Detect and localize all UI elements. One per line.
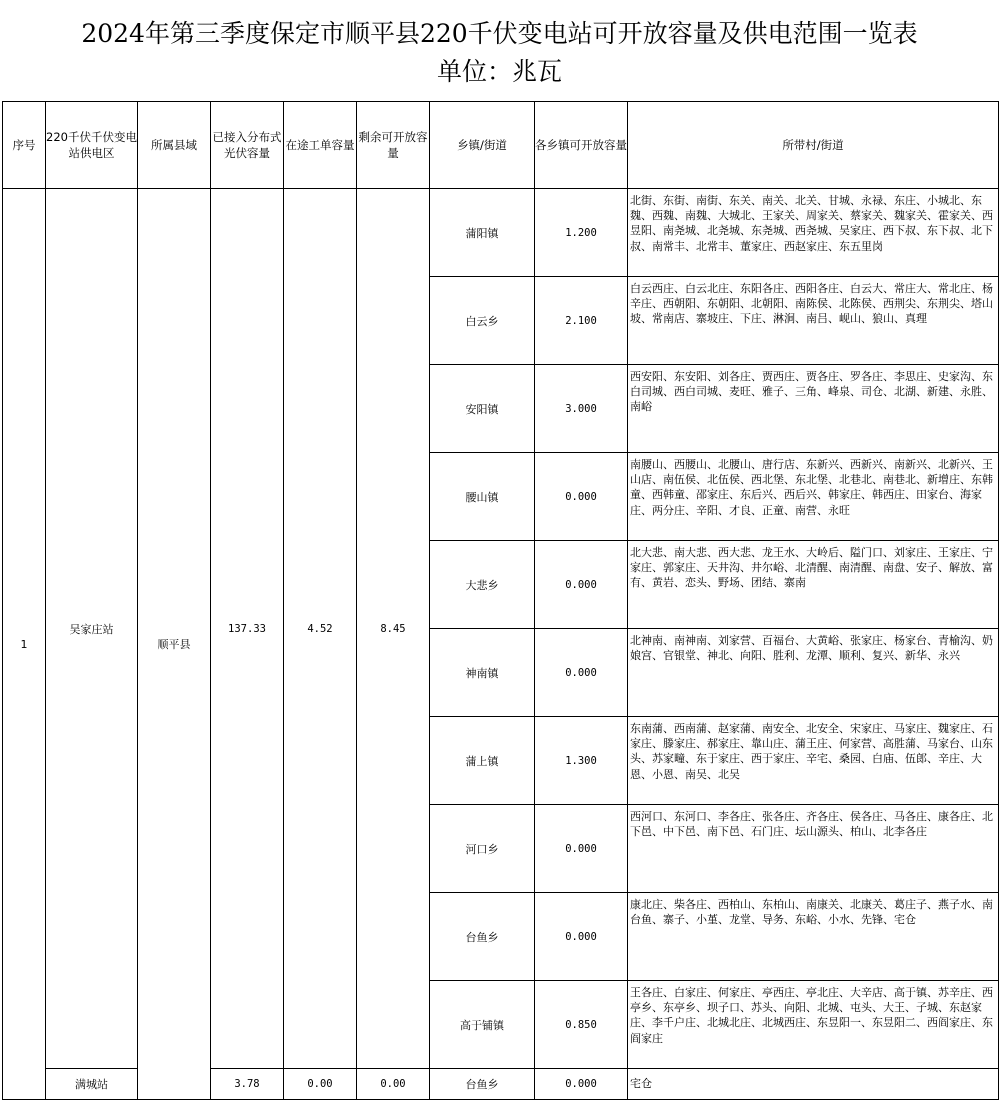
town-cell: 河口乡 <box>430 805 535 893</box>
header-town: 乡镇/街道 <box>430 102 535 189</box>
header-station: 220千伏千伏变电站供电区 <box>46 102 138 189</box>
town-cell: 高于铺镇 <box>430 981 535 1069</box>
header-pv: 已接入分布式光伏容量 <box>211 102 284 189</box>
villages-cell: 南腰山、西腰山、北腰山、唐行店、东新兴、西新兴、南新兴、北新兴、王山店、南伍侯、北伍侯、西北堡、东北堡、北巷北、南巷北、新增庄、东韩童、西韩童、邵家庄、东后兴、西后兴、韩家庄、韩西庄、田家台、海家庄、两分庄、辛阳、才良、正童、南营、永旺 <box>628 453 999 541</box>
header-town-capacity: 各乡镇可开放容量 <box>535 102 628 189</box>
header-remaining: 剩余可开放容量 <box>357 102 430 189</box>
header-pending: 在途工单容量 <box>284 102 357 189</box>
remaining-capacity-cell: 0.00 <box>357 1069 430 1100</box>
villages-cell: 北街、东街、南街、东关、南关、北关、甘城、永禄、东庄、小城北、东魏、西魏、南魏、大城北、王家关、周家关、蔡家关、魏家关、霍家关、西昱阳、南尧城、北尧城、东尧城、西尧城、吴家庄、西下叔、东下叔、北下叔、南常丰、北常丰、董家庄、西赵家庄、东五里岗 <box>628 189 999 277</box>
capacity-table <box>2 101 999 1100</box>
header-villages: 所带村/街道 <box>628 102 999 189</box>
town-cell: 台鱼乡 <box>430 1069 535 1100</box>
town-capacity-cell: 1.200 <box>535 189 628 277</box>
town-cell: 神南镇 <box>430 629 535 717</box>
seq-cell: 1 <box>3 189 46 1100</box>
town-cell: 蒲上镇 <box>430 717 535 805</box>
remaining-capacity-cell: 8.45 <box>357 189 430 1069</box>
villages-cell: 王各庄、白家庄、何家庄、亭西庄、亭北庄、大辛店、高于镇、苏辛庄、西亭乡、东亭乡、坝子口、苏头、向阳、北城、屯头、大王、子城、东赵家庄、李千户庄、北城北庄、北城西庄、东昱阳一、东昱阳二、西阎家庄、东阎家庄 <box>628 981 999 1069</box>
town-cell: 台鱼乡 <box>430 893 535 981</box>
pv-capacity-cell: 3.78 <box>211 1069 284 1100</box>
county-cell: 顺平县 <box>138 189 211 1100</box>
town-capacity-cell: 2.100 <box>535 277 628 365</box>
town-cell: 安阳镇 <box>430 365 535 453</box>
villages-cell: 宅仓 <box>628 1069 999 1100</box>
town-capacity-cell: 0.000 <box>535 1069 628 1100</box>
town-capacity-cell: 3.000 <box>535 365 628 453</box>
town-cell: 腰山镇 <box>430 453 535 541</box>
table-row <box>3 189 999 277</box>
villages-cell: 东南蒲、西南蒲、赵家蒲、南安全、北安全、宋家庄、马家庄、魏家庄、石家庄、滕家庄、郝家庄、靠山庄、蒲王庄、何家营、高胜蒲、马家台、山东头、苏家疃、东于家庄、西于家庄、辛宅、桑园、白庙、伍郎、辛庄、大恩、小恩、南吴、北吴 <box>628 717 999 805</box>
villages-cell: 西安阳、东安阳、刘各庄、贾西庄、贾各庄、罗各庄、李思庄、史家沟、东白司城、西白司城、麦旺、雅子、三角、峰泉、司仓、北湖、新建、永胜、南峪 <box>628 365 999 453</box>
page-title: 2024年第三季度保定市顺平县220千伏变电站可开放容量及供电范围一览表 <box>81 19 918 48</box>
header-county: 所属县域 <box>138 102 211 189</box>
pending-capacity-cell: 0.00 <box>284 1069 357 1100</box>
villages-cell: 康北庄、柴各庄、西柏山、东柏山、南康关、北康关、葛庄子、燕子水、南台鱼、寨子、小堇、龙堂、导务、东峪、小水、先锋、宅仓 <box>628 893 999 981</box>
villages-cell: 北大悲、南大悲、西大悲、龙王水、大岭后、隘门口、刘家庄、王家庄、宁家庄、郭家庄、天井沟、井尔峪、北清醒、南清醒、南盘、安子、解放、富有、黄岩、恋头、野场、团结、寨南 <box>628 541 999 629</box>
town-cell: 白云乡 <box>430 277 535 365</box>
header-seq: 序号 <box>3 102 46 189</box>
town-capacity-cell: 1.300 <box>535 717 628 805</box>
station-cell: 满城站 <box>46 1069 138 1100</box>
station-cell: 吴家庄站 <box>46 189 138 1069</box>
villages-cell: 北神南、南神南、刘家营、百福台、大黄峪、张家庄、杨家台、青榆沟、奶娘宫、官银堂、神北、向阳、胜利、龙潭、顺利、复兴、新华、永兴 <box>628 629 999 717</box>
town-capacity-cell: 0.000 <box>535 805 628 893</box>
unit-label: 单位：兆瓦 <box>436 57 562 86</box>
town-cell: 大悲乡 <box>430 541 535 629</box>
town-capacity-cell: 0.850 <box>535 981 628 1069</box>
town-capacity-cell: 0.000 <box>535 629 628 717</box>
pending-capacity-cell: 4.52 <box>284 189 357 1069</box>
town-capacity-cell: 0.000 <box>535 541 628 629</box>
town-capacity-cell: 0.000 <box>535 893 628 981</box>
villages-cell: 西河口、东河口、李各庄、张各庄、齐各庄、侯各庄、马各庄、康各庄、北下邑、中下邑、南下邑、石门庄、坛山源头、柏山、北李各庄 <box>628 805 999 893</box>
town-cell: 蒲阳镇 <box>430 189 535 277</box>
header-row <box>3 102 999 189</box>
town-capacity-cell: 0.000 <box>535 453 628 541</box>
villages-cell: 白云西庄、白云北庄、东阳各庄、西阳各庄、白云大、常庄大、常北庄、杨辛庄、西朝阳、东朝阳、北朝阳、南陈侯、北陈侯、西荆尖、东荆尖、塔山坡、常南店、寨坡庄、下庄、淋涧、南吕、岘山、狼山、真理 <box>628 277 999 365</box>
pv-capacity-cell: 137.33 <box>211 189 284 1069</box>
